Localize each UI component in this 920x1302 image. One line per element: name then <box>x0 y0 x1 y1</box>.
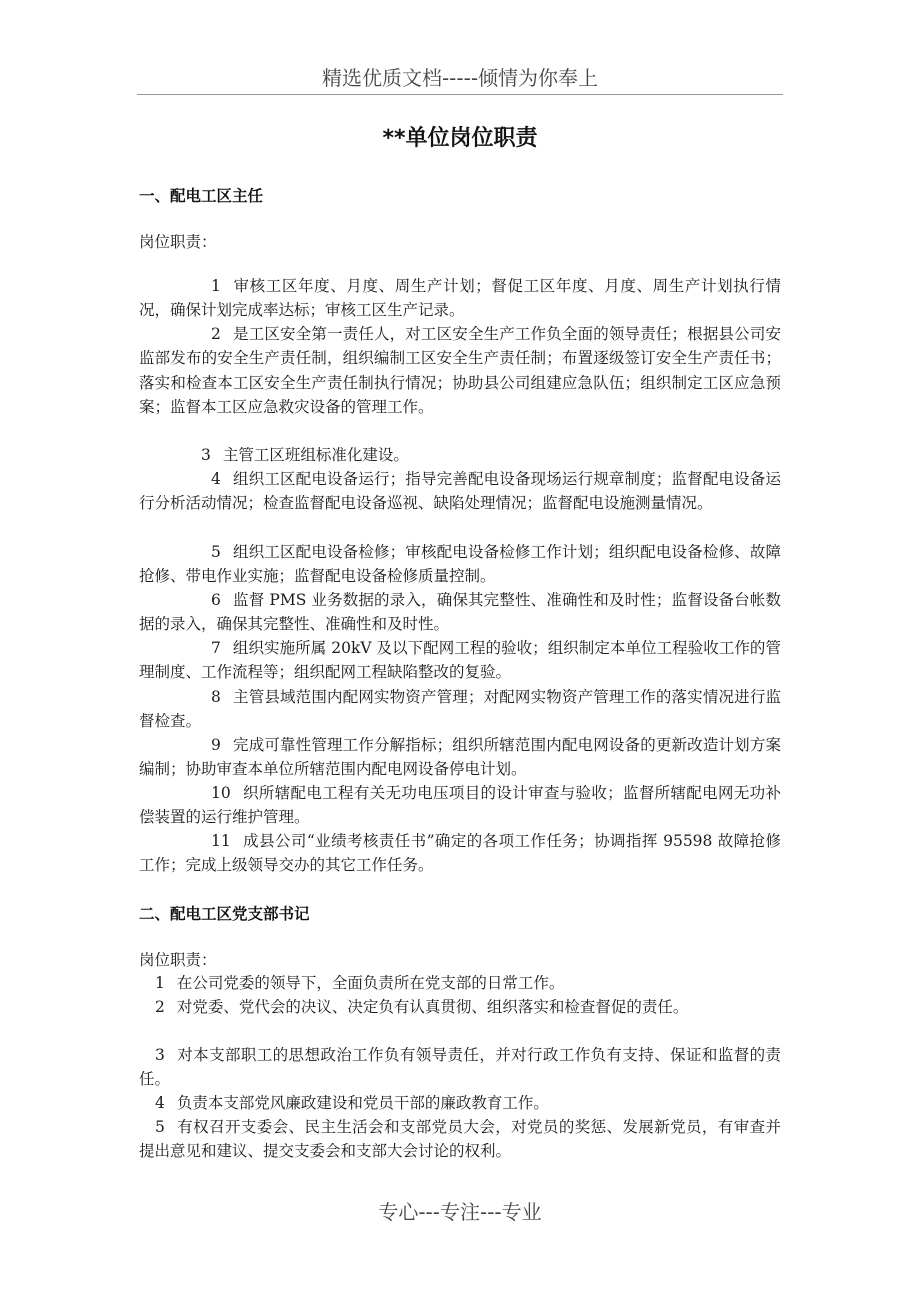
section-heading-1: 一、配电工区主任 <box>139 187 264 205</box>
duty-item: 1 在公司党委的领导下，全面负责所在党支部的日常工作。 <box>155 974 565 992</box>
duty-item: 1 审核工区年度、月度、周生产计划；督促工区年度、月度、周生产计划执行情况，确保计划完成率达标；审核工区生产记录。 <box>139 277 781 320</box>
duty-item: 4 组织工区配电设备运行；指导完善配电设备现场运行规章制度；监督配电设备运行分析活动情况；检查监督配电设备巡视、缺陷处理情况；监督配电设施测量情况。 <box>139 470 781 513</box>
duty-item: 2 是工区安全第一责任人，对工区安全生产工作负全面的领导责任；根据县公司安监部发布的安全生产责任制，组织编制工区安全生产责任制；布置逐级签订安全生产责任书；落实和检查本工区安全生产责任制执行情况；协助县公司组建应急队伍；组织制定工区应急预案；监督本工区应急救灾设备的管理工作。 <box>139 325 781 416</box>
duty-item: 5 组织工区配电设备检修；审核配电设备检修工作计划；组织配电设备检修、故障抢修、带电作业实施；监督配电设备检修质量控制。 <box>139 543 781 586</box>
duty-item: 3 主管工区班组标准化建设。 <box>201 446 409 464</box>
document-title: **单位岗位职责 <box>382 126 538 151</box>
duties-label-1: 岗位职责： <box>139 233 217 251</box>
duty-item: 4 负责本支部党风廉政建设和党员干部的廉政教育工作。 <box>155 1094 549 1112</box>
duty-item: 3 对本支部职工的思想政治工作负有领导责任，并对行政工作负有支持、保证和监督的责任。 <box>139 1046 781 1089</box>
header-divider <box>137 94 783 95</box>
duty-item: 10 织所辖配电工程有关无功电压项目的设计审查与验收；监督所辖配电网无功补偿装置的运行维护管理。 <box>139 784 781 827</box>
duty-item: 8 主管县域范围内配网实物资产管理；对配网实物资产管理工作的落实情况进行监督检查。 <box>139 688 781 731</box>
duty-item: 9 完成可靠性管理工作分解指标；组织所辖范围内配电网设备的更新改造计划方案编制；协助审查本单位所辖范围内配电网设备停电计划。 <box>139 736 781 779</box>
duty-item: 7 组织实施所属 20kV 及以下配网工程的验收；组织制定本单位工程验收工作的管理制度、工作流程等；组织配网工程缺陷整改的复验。 <box>139 639 781 682</box>
duty-item: 2 对党委、党代会的决议、决定负有认真贯彻、组织落实和检查督促的责任。 <box>155 998 689 1016</box>
duty-item: 6 监督 PMS 业务数据的录入，确保其完整性、准确性和及时性；监督设备台帐数据的录入，确保其完整性、准确性和及时性。 <box>139 591 781 634</box>
duties-label-2: 岗位职责： <box>139 951 217 969</box>
section-heading-2: 二、配电工区党支部书记 <box>139 905 310 923</box>
duty-item: 11 成县公司“业绩考核责任书”确定的各项工作任务；协调指挥 95598 故障抢修工作；完成上级领导交办的其它工作任务。 <box>139 832 781 875</box>
page-footer: 专心---专注---专业 <box>378 1200 542 1224</box>
duty-item: 5 有权召开支委会、民主生活会和支部党员大会，对党员的奖惩、发展新党员，有审查并提出意见和建议、提交支委会和支部大会讨论的权利。 <box>139 1118 781 1161</box>
page-header: 精选优质文档-----倾情为你奉上 <box>321 66 599 90</box>
